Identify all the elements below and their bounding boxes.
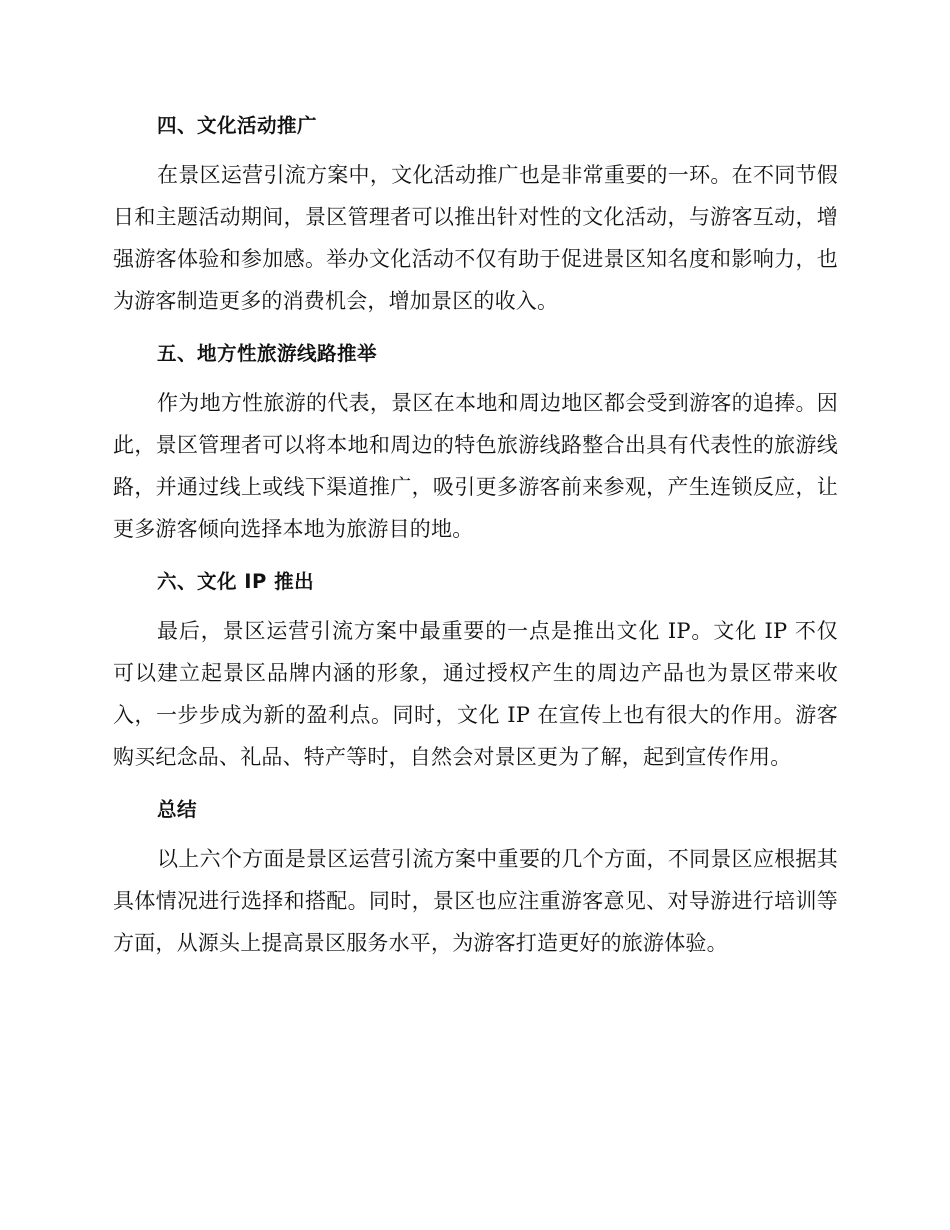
section-cultural-activity-promotion bbox=[113, 110, 838, 322]
section-heading: 五、地方性旅游线路推举 bbox=[157, 342, 378, 365]
section-paragraph: 以上六个方面是景区运营引流方案中重要的几个方面，不同景区应根据其具体情况进行选择和搭配。同时，景区也应注重游客意见、对导游进行培训等方面，从源头上提高景区服务水平，为游客打造更好的旅游体验。 bbox=[113, 847, 838, 955]
section-heading: 四、文化活动推广 bbox=[157, 114, 318, 137]
section-summary bbox=[113, 794, 838, 964]
section-cultural-ip-launch bbox=[113, 566, 838, 778]
section-paragraph: 在景区运营引流方案中，文化活动推广也是非常重要的一环。在不同节假日和主题活动期间，景区管理者可以推出针对性的文化活动，与游客互动，增强游客体验和参加感。举办文化活动不仅有助于促进景区知名度和影响力，也为游客制造更多的消费机会，增加景区的收入。 bbox=[113, 163, 838, 313]
section-heading: 六、文化 IP 推出 bbox=[157, 570, 315, 593]
section-paragraph: 最后，景区运营引流方案中最重要的一点是推出文化 IP。文化 IP 不仅可以建立起景区品牌内涵的形象，通过授权产生的周边产品也为景区带来收入，一步步成为新的盈利点。同时，文化 IP 在宣传上也有很大的作用。游客购买纪念品、礼品、特产等时，自然会对景区更为了解，起到宣传作用。 bbox=[113, 619, 838, 769]
section-paragraph: 作为地方性旅游的代表，景区在本地和周边地区都会受到游客的追捧。因此，景区管理者可以将本地和周边的特色旅游线路整合出具有代表性的旅游线路，并通过线上或线下渠道推广，吸引更多游客前来参观，产生连锁反应，让更多游客倾向选择本地为旅游目的地。 bbox=[113, 391, 838, 541]
section-local-tour-routes bbox=[113, 338, 838, 550]
section-heading: 总结 bbox=[157, 798, 198, 821]
document-body bbox=[113, 110, 838, 980]
